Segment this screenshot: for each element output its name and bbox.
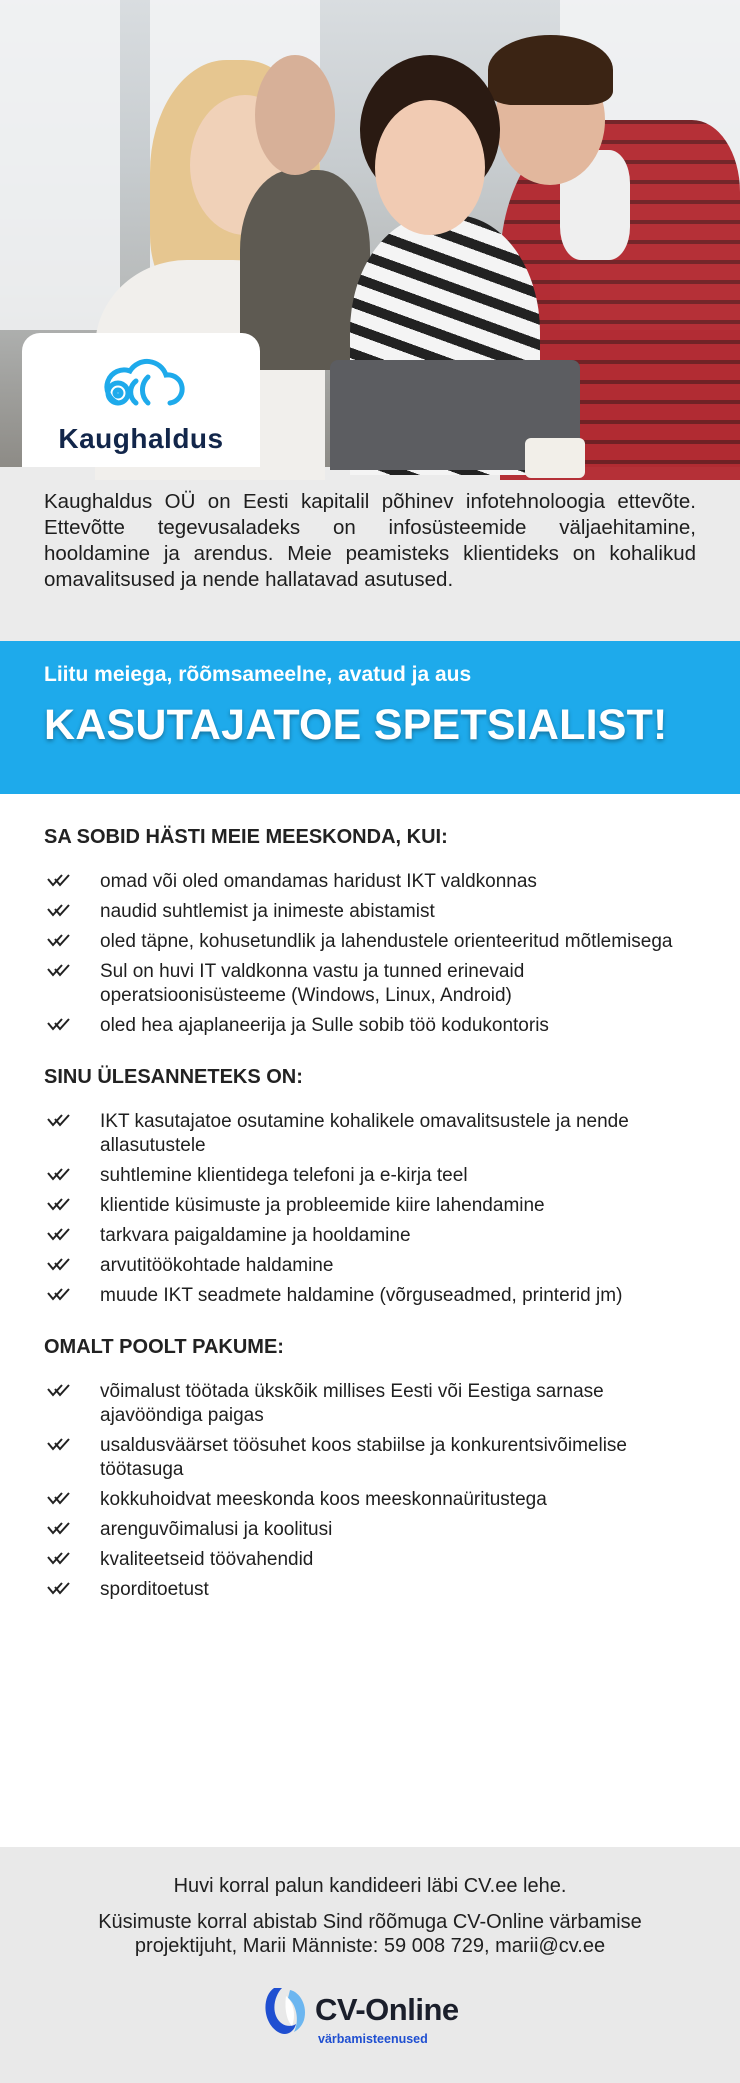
contact-info: Küsimuste korral abistab Sind rõõmuga CV-Online värbamise projektijuht, Marii Männiste: 59 008 729, marii@cv.ee (98, 1911, 642, 1957)
list-item-text: omad või oled omandamas haridust IKT valdkonnas (100, 871, 537, 892)
section-title-offer: OMALT POOLT PAKUME: (44, 1336, 284, 1358)
double-check-icon (47, 1167, 71, 1183)
list-item (44, 1164, 696, 1188)
list-item-text: usaldusväärset töösuhet koos stabiilse ja konkurentsivõimelise töötasuga (100, 1435, 627, 1480)
double-check-icon (47, 1287, 71, 1303)
list-item-text: kvaliteetseid töövahendid (100, 1549, 314, 1570)
section-title-duties: SINU ÜLESANNETEKS ON: (44, 1066, 303, 1088)
double-check-icon (47, 1551, 71, 1567)
intro-text: Kaughaldus OÜ on Eesti kapitalil põhinev infotehnoloogia ettevõte. Ettevõtte tegevusaladeks on infosüsteemide väljaehitamine, hooldamine ja arendus. Meie peamisteks klientideks on kohalikud omavalitsused ja nende hallatavad asutused. (44, 490, 696, 591)
double-check-icon (47, 1197, 71, 1213)
double-check-icon (47, 1437, 71, 1453)
list-item-text: kokkuhoidvat meeskonda koos meeskonnaüritustega (100, 1489, 547, 1510)
duties-list (44, 1110, 696, 1308)
double-check-icon (47, 1491, 71, 1507)
banner-subtitle: Liitu meiega, rõõmsameelne, avatud ja aus (44, 663, 472, 686)
cv-online-logo-text: CV-Online (315, 1992, 459, 2027)
list-item (44, 960, 696, 1008)
list-item (44, 1284, 696, 1308)
list-item-text: võimalust töötada ükskõik millises Eesti või Eestiga sarnase ajavööndiga paigas (100, 1381, 604, 1426)
double-check-icon (47, 873, 71, 889)
list-item-text: oled täpne, kohusetundlik ja lahendustele orienteeritud mõtlemisega (100, 931, 673, 952)
list-item (44, 1014, 696, 1038)
cv-online-logo-subtitle: värbamisteenused (318, 2032, 428, 2046)
job-title-banner (0, 641, 740, 794)
list-item (44, 930, 696, 954)
list-item-text: klientide küsimuste ja probleemide kiire lahendamine (100, 1195, 545, 1216)
company-intro (0, 467, 740, 641)
list-item (44, 1488, 696, 1512)
contact-footer (0, 1847, 740, 2083)
double-check-icon (47, 1383, 71, 1399)
list-item-text: arvutitöökohtade haldamine (100, 1255, 334, 1276)
requirements-list (44, 870, 696, 1038)
job-details (0, 794, 740, 1847)
double-check-icon (47, 903, 71, 919)
list-item-text: muude IKT seadmete haldamine (võrguseadmed, printerid jm) (100, 1285, 623, 1306)
double-check-icon (47, 1227, 71, 1243)
list-item-text: oled hea ajaplaneerija ja Sulle sobib töö kodukontoris (100, 1015, 549, 1036)
list-item-text: IKT kasutajatoe osutamine kohalikele omavalitsustele ja nende allasutustele (100, 1111, 629, 1156)
double-check-icon (47, 1257, 71, 1273)
list-item-text: arenguvõimalusi ja koolitusi (100, 1519, 333, 1540)
company-logo-text: Kaughaldus (58, 423, 224, 454)
double-check-icon (47, 933, 71, 949)
list-item (44, 1380, 696, 1428)
list-item-text: suhtlemine klientidega telefoni ja e-kirja teel (100, 1165, 468, 1186)
list-item (44, 900, 696, 924)
double-check-icon (47, 963, 71, 979)
company-logo-card (22, 333, 260, 467)
cloud-logo-icon (100, 355, 182, 415)
double-check-icon (47, 1017, 71, 1033)
section-title-requirements: SA SOBID HÄSTI MEIE MEESKONDA, KUI: (44, 826, 448, 848)
double-check-icon (47, 1581, 71, 1597)
double-check-icon (47, 1113, 71, 1129)
list-item (44, 1224, 696, 1248)
list-item (44, 1194, 696, 1218)
list-item-text: sporditoetust (100, 1579, 209, 1600)
list-item (44, 1578, 696, 1602)
list-item-text: tarkvara paigaldamine ja hooldamine (100, 1225, 411, 1246)
hero-photo (0, 0, 740, 467)
job-title: KASUTAJATOE SPETSIALIST! (44, 701, 668, 749)
list-item (44, 870, 696, 894)
list-item (44, 1254, 696, 1278)
apply-instruction: Huvi korral palun kandideeri läbi CV.ee lehe. (173, 1875, 567, 1897)
double-check-icon (47, 1521, 71, 1537)
cv-online-logo-icon (260, 1982, 312, 2038)
list-item (44, 1518, 696, 1542)
cv-online-logo[interactable] (260, 1982, 480, 2052)
list-item-text: naudid suhtlemist ja inimeste abistamist (100, 901, 435, 922)
list-item (44, 1548, 696, 1572)
offer-list (44, 1380, 696, 1602)
list-item (44, 1110, 696, 1158)
list-item (44, 1434, 696, 1482)
list-item-text: Sul on huvi IT valdkonna vastu ja tunned erinevaid operatsioonisüsteeme (Windows, Linux, Android) (100, 961, 525, 1006)
